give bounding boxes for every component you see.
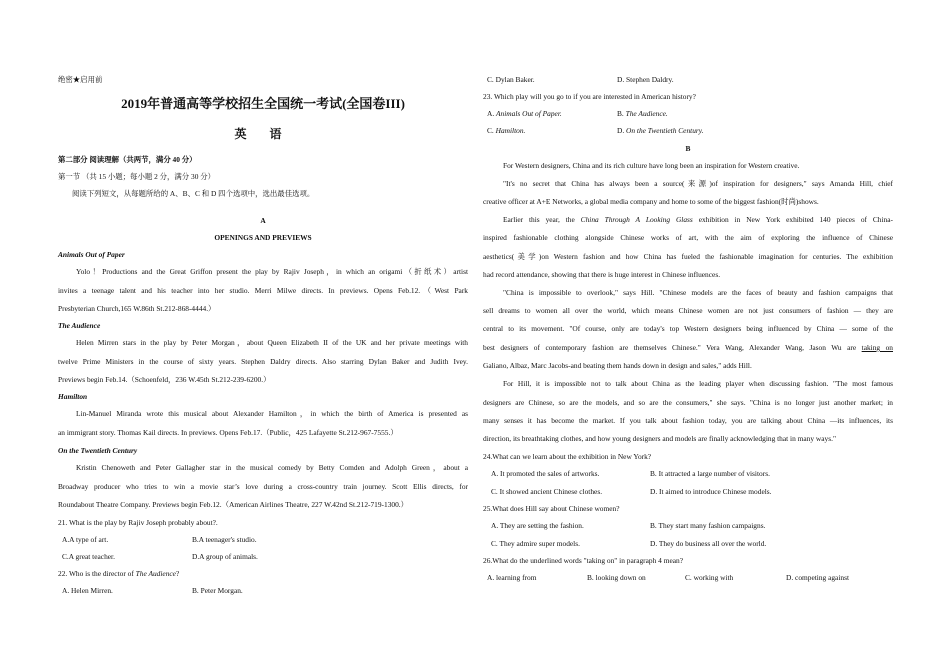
- question-23: 23. Which play will you go to if you are interested in American history?: [483, 92, 696, 101]
- option-25-a[interactable]: A. They are setting the fashion.: [491, 521, 584, 530]
- option-22-c[interactable]: C. Dylan Baker.: [487, 75, 535, 84]
- passage-b-line: had record attendance, showing that there is huge interest in Chinese influences.: [483, 270, 721, 279]
- option-23-d[interactable]: D. On the Twentieth Century.: [617, 126, 704, 135]
- play-title-animals: Animals Out of Paper: [58, 250, 125, 259]
- secret-label: 绝密★启用前: [58, 75, 103, 84]
- question-25: 25.What does Hill say about Chinese women?: [483, 504, 620, 513]
- option-23-a[interactable]: A. Animals Out of Paper.: [487, 109, 562, 118]
- play-text-line: Kristin Chenoweth and Peter Gallagher star in the musical comedy by Betty Comden and Adolph Green，about a: [76, 463, 468, 472]
- option-25-d[interactable]: D. They do business all over the world.: [650, 539, 767, 548]
- option-26-d[interactable]: D. competing against: [786, 573, 850, 582]
- passage-b-line: For Hill, it is impossible not to talk about China as the leading player when discussing fashion. "The most famous: [503, 379, 893, 388]
- question-22: 22. Who is the director of The Audience?: [58, 569, 180, 578]
- part-heading: 第二部分 阅读理解（共两节，满分 40 分）: [58, 155, 197, 164]
- option-21-b[interactable]: B.A teenager's studio.: [192, 535, 257, 544]
- play-text-line: Yolo！Productions and the Great Griffon present the play by Rajiv Joseph，in which an origami（折纸术）artist: [76, 267, 468, 276]
- option-22-a[interactable]: A. Helen Mirren.: [62, 586, 113, 595]
- play-text-line: Roundabout Theatre Company. Previews begin Feb.12.（American Airlines Theatre, 227 W.42nd St.212-719-1300.）: [58, 500, 409, 509]
- play-title-twentieth-century: On the Twentieth Century: [58, 446, 138, 455]
- exam-title: 2019年普通高等学校招生全国统一考试(全国卷III): [121, 96, 405, 111]
- option-24-d[interactable]: D. It aimed to introduce Chinese models.: [650, 487, 772, 496]
- play-text-line: Lin-Manuel Miranda wrote this musical about Alexander Hamilton，in which the birth of America is presented as: [76, 409, 468, 418]
- play-text-line: Broadway producer who tries to win a movie star’s love during a cross-country train journey. Scott Ellis directs, for: [58, 482, 468, 491]
- underlined-taking-on: taking on: [861, 343, 893, 352]
- option-23-b[interactable]: B. The Audience.: [617, 109, 668, 118]
- passage-b-line: designers are Chinese, so are the models, and so are the consumers," she says. "China is no longer just another market; in: [483, 398, 893, 407]
- passage-a-heading: OPENINGS AND PREVIEWS: [214, 233, 312, 242]
- option-24-a[interactable]: A. It promoted the sales of artworks.: [491, 469, 600, 478]
- passage-b-line: many senses it has become the market. If you talk about fashion today, you are talking about China —its influences, its: [483, 416, 893, 425]
- question-21: 21. What is the play by Rajiv Joseph probably about?.: [58, 518, 218, 527]
- passage-b-line: central to its movement. "Of course, only are today's top Western designers being influenced by China — some of the: [483, 324, 893, 333]
- play-text-line: Presbyterian Church,165 W.86th St.212-868-4444.）: [58, 304, 216, 313]
- section-heading: 第一节 （共 15 小题；每小题 2 分，满分 30 分）: [58, 172, 216, 181]
- subject-title: 英 语: [234, 127, 292, 141]
- option-24-b[interactable]: B. It attracted a large number of visitors.: [650, 469, 770, 478]
- play-title-hamilton: Hamilton: [58, 392, 88, 401]
- play-title-audience: The Audience: [58, 321, 101, 330]
- passage-b-line: direction, its breathtaking clothes, and how young designers and models are finally acknowledging that in many ways.": [483, 434, 836, 443]
- play-text-line: twelve Prime Ministers in the course of sixty years. Stephen Daldry directs. Also starring Dylan Baker and Judith Ivey.: [58, 357, 468, 366]
- option-22-b[interactable]: B. Peter Morgan.: [192, 586, 243, 595]
- passage-b-line: best designers of contemporary fashion are themselves Chinese." Vera Wang, Alexander Wang, Jason Wu are taking on: [483, 343, 893, 352]
- passage-a-letter: A: [260, 216, 266, 225]
- passage-b-line: aesthetics(美学)on Western fashion and how China has fueled the fashionable imagination for centuries. The exhibition: [483, 252, 893, 261]
- question-24: 24.What can we learn about the exhibition in New York?: [483, 452, 652, 461]
- option-26-b[interactable]: B. looking down on: [587, 573, 646, 582]
- play-text-line: an immigrant story. Thomas Kail directs. In previews. Opens Feb.17.（Public，425 Lafayette St.212-967-7555.）: [58, 428, 398, 437]
- option-24-c[interactable]: C. It showed ancient Chinese clothes.: [491, 487, 603, 496]
- passage-b-line: For Western designers, China and its rich culture have long been an inspiration for Western creative.: [503, 161, 800, 170]
- option-21-c[interactable]: C.A great teacher.: [62, 552, 115, 561]
- option-25-c[interactable]: C. They admire super models.: [491, 539, 580, 548]
- question-26: 26.What do the underlined words "taking on" in paragraph 4 mean?: [483, 556, 683, 565]
- play-text-line: invites a teenage talent and his teacher into her studio. Merri Milwe directs. In previews. Opens Feb.12.（West Park: [58, 286, 468, 295]
- option-26-c[interactable]: C. working with: [685, 573, 734, 582]
- passage-b-line: "It's no secret that China has always been a source(来源)of inspiration for designers," says Amanda Hill, chief: [503, 179, 893, 188]
- passage-b-line: Earlier this year, the China Through A Looking Glass exhibition in New York exhibited 140 pieces of China-: [503, 215, 893, 224]
- passage-b-line: inspired fashionable clothing alongside Chinese works of art, with the aim of exploring the influence of Chinese: [483, 233, 893, 242]
- passage-b-line: "China is impossible to overlook," says Hill. "Chinese models are the faces of beauty and fashion campaigns that: [503, 288, 893, 297]
- passage-b-letter: B: [685, 144, 691, 153]
- passage-b-line: Galiano, Albaz, Marc Jacobs-and beating them hands down in design and sales," adds Hill.: [483, 361, 752, 370]
- passage-b-line: creative officer at A+E Networks, a global media company and home to some of the biggest fashion(时尚)shows.: [483, 197, 819, 206]
- passage-b-line: sell dreams to women all over the world, which means Chinese women are not just consumers of fashion — they are: [483, 306, 893, 315]
- play-text-line: Previews begin Feb.14.（Schoenfeld，236 W.45th St.212-239-6200.）: [58, 375, 271, 384]
- option-25-b[interactable]: B. They start many fashion campaigns.: [650, 521, 766, 530]
- option-26-a[interactable]: A. learning from: [487, 573, 537, 582]
- option-22-d[interactable]: D. Stephen Daldry.: [617, 75, 674, 84]
- play-text-line: Helen Mirren stars in the play by Peter Morgan，about Queen Elizabeth II of the UK and her private meetings with: [76, 338, 468, 347]
- option-21-a[interactable]: A.A type of art.: [62, 535, 109, 544]
- option-21-d[interactable]: D.A group of animals.: [192, 552, 258, 561]
- option-23-c[interactable]: C. Hamilton.: [487, 126, 526, 135]
- instruction-text: 阅读下列短文，从每题所给的 A、B、C 和 D 四个选项中，选出最佳选项。: [72, 189, 315, 198]
